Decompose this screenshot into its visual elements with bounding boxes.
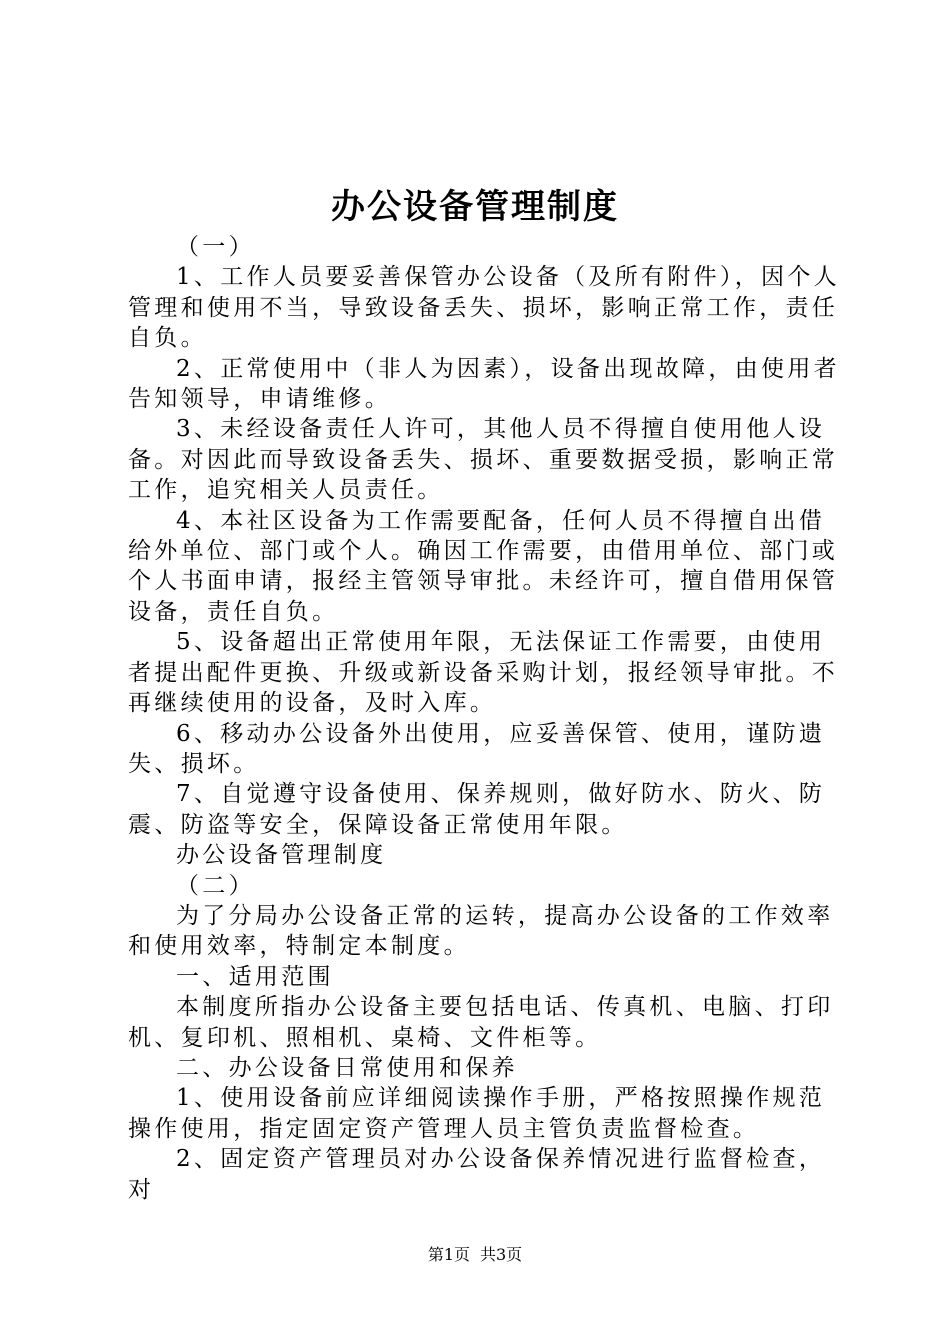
page-number: 第1页 <box>427 1245 470 1264</box>
paragraph-rule-6: 6、移动办公设备外出使用，应妥善保管、使用，谨防遗失、损坏。 <box>128 720 826 777</box>
paragraph-rule-5: 5、设备超出正常使用年限，无法保证工作需要，由使用者提出配件更换、升级或新设备采购计划，报经领导审批。不再继续使用的设备，及时入库。 <box>128 629 839 717</box>
heading-scope: 一、适用范围 <box>176 963 334 990</box>
paragraph-scope: 本制度所指办公设备主要包括电话、传真机、电脑、打印机、复印机、照相机、桌椅、文件柜等。 <box>128 994 834 1051</box>
heading-daily-use: 二、办公设备日常使用和保养 <box>176 1054 518 1081</box>
subheading-title-repeat: 办公设备管理制度 <box>176 842 387 869</box>
paragraph-daily-use-2: 2、固定资产管理员对办公设备保养情况进行监督检查，对 <box>128 1146 826 1203</box>
section-marker-one: （一） <box>176 234 255 260</box>
page-total: 共3页 <box>480 1245 523 1264</box>
page-footer <box>0 1244 950 1266</box>
paragraph-rule-2: 2、正常使用中（非人为因素），设备出现故障，由使用者告知领导，申请维修。 <box>128 355 840 413</box>
document-body <box>128 232 850 1205</box>
document-title: 办公设备管理制度 <box>331 187 619 227</box>
paragraph-rule-7: 7、自觉遵守设备使用、保养规则，做好防水、防火、防震、防盗等安全，保障设备正常使用年限。 <box>128 781 826 838</box>
paragraph-rule-1: 1、工作人员要妥善保管办公设备（及所有附件），因个人管理和使用不当，导致设备丢失、损坏，影响正常工作，责任自负。 <box>128 264 840 352</box>
paragraph-rule-3: 3、未经设备责任人许可，其他人员不得擅自使用他人设备。对因此而导致设备丢失、损坏、重要数据受损，影响正常工作，追究相关人员责任。 <box>128 416 839 504</box>
section-marker-two: （二） <box>176 872 255 899</box>
paragraph-rule-4: 4、本社区设备为工作需要配备，任何人员不得擅自出借给外单位、部门或个人。确因工作需要，由借用单位、部门或个人书面申请，报经主管领导审批。未经许可，擅自借用保管设备，责任自负。 <box>128 507 839 625</box>
paragraph-purpose: 为了分局办公设备正常的运转，提高办公设备的工作效率和使用效率，特制定本制度。 <box>128 902 834 960</box>
paragraph-daily-use-1: 1、使用设备前应详细阅读操作手册，严格按照操作规范操作使用，指定固定资产管理人员主管负责监督检查。 <box>128 1085 826 1142</box>
